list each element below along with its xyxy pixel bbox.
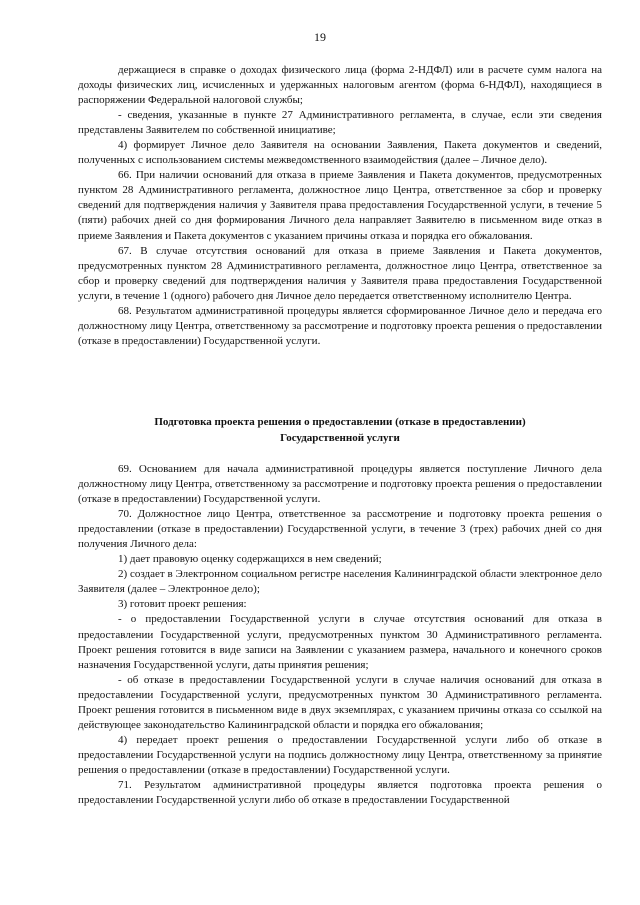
paragraph-70-item-3: 3) готовит проект решения:	[118, 598, 247, 611]
paragraph-refusal-decision: - об отказе в предоставлении Государственной услуги в случае наличия оснований для отказа в предоставлении Государственной услуги, предусмотренных пунктом 30 Административного регламента. Проект решения готовится в письменном виде в двух экземплярах, с указанием причины отказа со ссылкой на действующее законодательство Калининградской области и порядка его обжалования;	[78, 673, 602, 731]
paragraph-69: 69. Основанием для начала административной процедуры является поступление Личного дела должностному лицу Центра, ответственному за рассмотрение и подготовку проекта решения о предоставлении (отказе в предоставлении) Государственной услуги.	[78, 463, 602, 506]
paragraph-68: 68. Результатом административной процедуры является сформированное Личное дело и передача его должностному лицу Центра, ответственному за рассмотрение и подготовку проекта решения о предоставлении (отказе в предоставлении) Государственной услуги.	[78, 304, 602, 347]
paragraph-70-item-1: 1) дает правовую оценку содержащихся в нем сведений;	[118, 553, 382, 566]
paragraph-point-27-data: - сведения, указанные в пункте 27 Административного регламента, в случае, если эти сведения представлены Заявителем по собственной инициативе;	[78, 109, 602, 137]
paragraph-66: 66. При наличии оснований для отказа в приеме Заявления и Пакета документов, предусмотренных пунктом 28 Административного регламента, должностное лицо Центра, ответственное за сбор и проверку сведений для подтверждения наличия у Заявителя права предоставления Государственной услуги, в течение 5 (пяти) рабочих дней со дня формирования Личного дела направляет Заявителю в письменном виде отказ в приеме Заявления и Пакета документов с указанием причины отказа и порядка его обжалования.	[78, 169, 602, 242]
paragraph-ndfl-data: держащиеся в справке о доходах физического лица (форма 2-НДФЛ) или в расчете сумм налога на доходы физических лиц, исчисленных и удержанных налоговым агентом (форма 6-НДФЛ), находящиеся в распоряжении Федеральной налоговой службы;	[78, 64, 602, 107]
paragraph-70: 70. Должностное лицо Центра, ответственное за рассмотрение и подготовку проекта решения о предоставлении (отказе в предоставлении) Государственной услуги, в течение 3 (трех) рабочих дней со дня получения Личного дела:	[78, 508, 602, 551]
body-text-bottom	[78, 462, 602, 808]
page-number: 19	[314, 30, 326, 44]
paragraph-personal-file: 4) формирует Личное дело Заявителя на основании Заявления, Пакета документов и сведений, полученных с использованием системы межведомственного взаимодействия (далее – Личное дело).	[78, 139, 602, 167]
body-text-top	[78, 63, 602, 349]
paragraph-70-item-2: 2) создает в Электронном социальном регистре населения Калининградской области электронное дело Заявителя (далее – Электронное дело);	[78, 568, 602, 596]
paragraph-67: 67. В случае отсутствия оснований для отказа в приеме Заявления и Пакета документов, предусмотренных пунктом 28 Административного регламента, должностное лицо Центра, ответственное за сбор и проверку сведений для подтверждения наличия у Заявителя права предоставления Государственной услуги, в течение 1 (одного) рабочего дня Личное дело передается ответственному исполнителю Центра.	[78, 244, 602, 302]
paragraph-70-item-4: 4) передает проект решения о предоставлении Государственной услуги либо об отказе в предоставлении Государственной услуги на подпись должностному лицу Центра, ответственному за принятие решения о предоставлении (отказе в предоставлении) Государственной услуги.	[78, 733, 602, 776]
section-heading-line-1: Подготовка проекта решения о предоставлении (отказе в предоставлении)	[154, 416, 526, 428]
section-heading	[78, 415, 602, 446]
paragraph-grant-decision: - о предоставлении Государственной услуги в случае отсутствия оснований для отказа в предоставлении Государственной услуги, предусмотренных пунктом 30 Административного регламента. Проект решения готовится в виде записи на Заявлении с указанием размера, начального и конечного сроков назначения Государственной услуги, даты принятия решения;	[78, 613, 602, 671]
section-heading-line-2: Государственной услуги	[280, 431, 400, 444]
paragraph-71: 71. Результатом административной процедуры является подготовка проекта решения о предоставлении Государственной услуги либо об отказе в предоставлении Государственной	[78, 778, 602, 807]
